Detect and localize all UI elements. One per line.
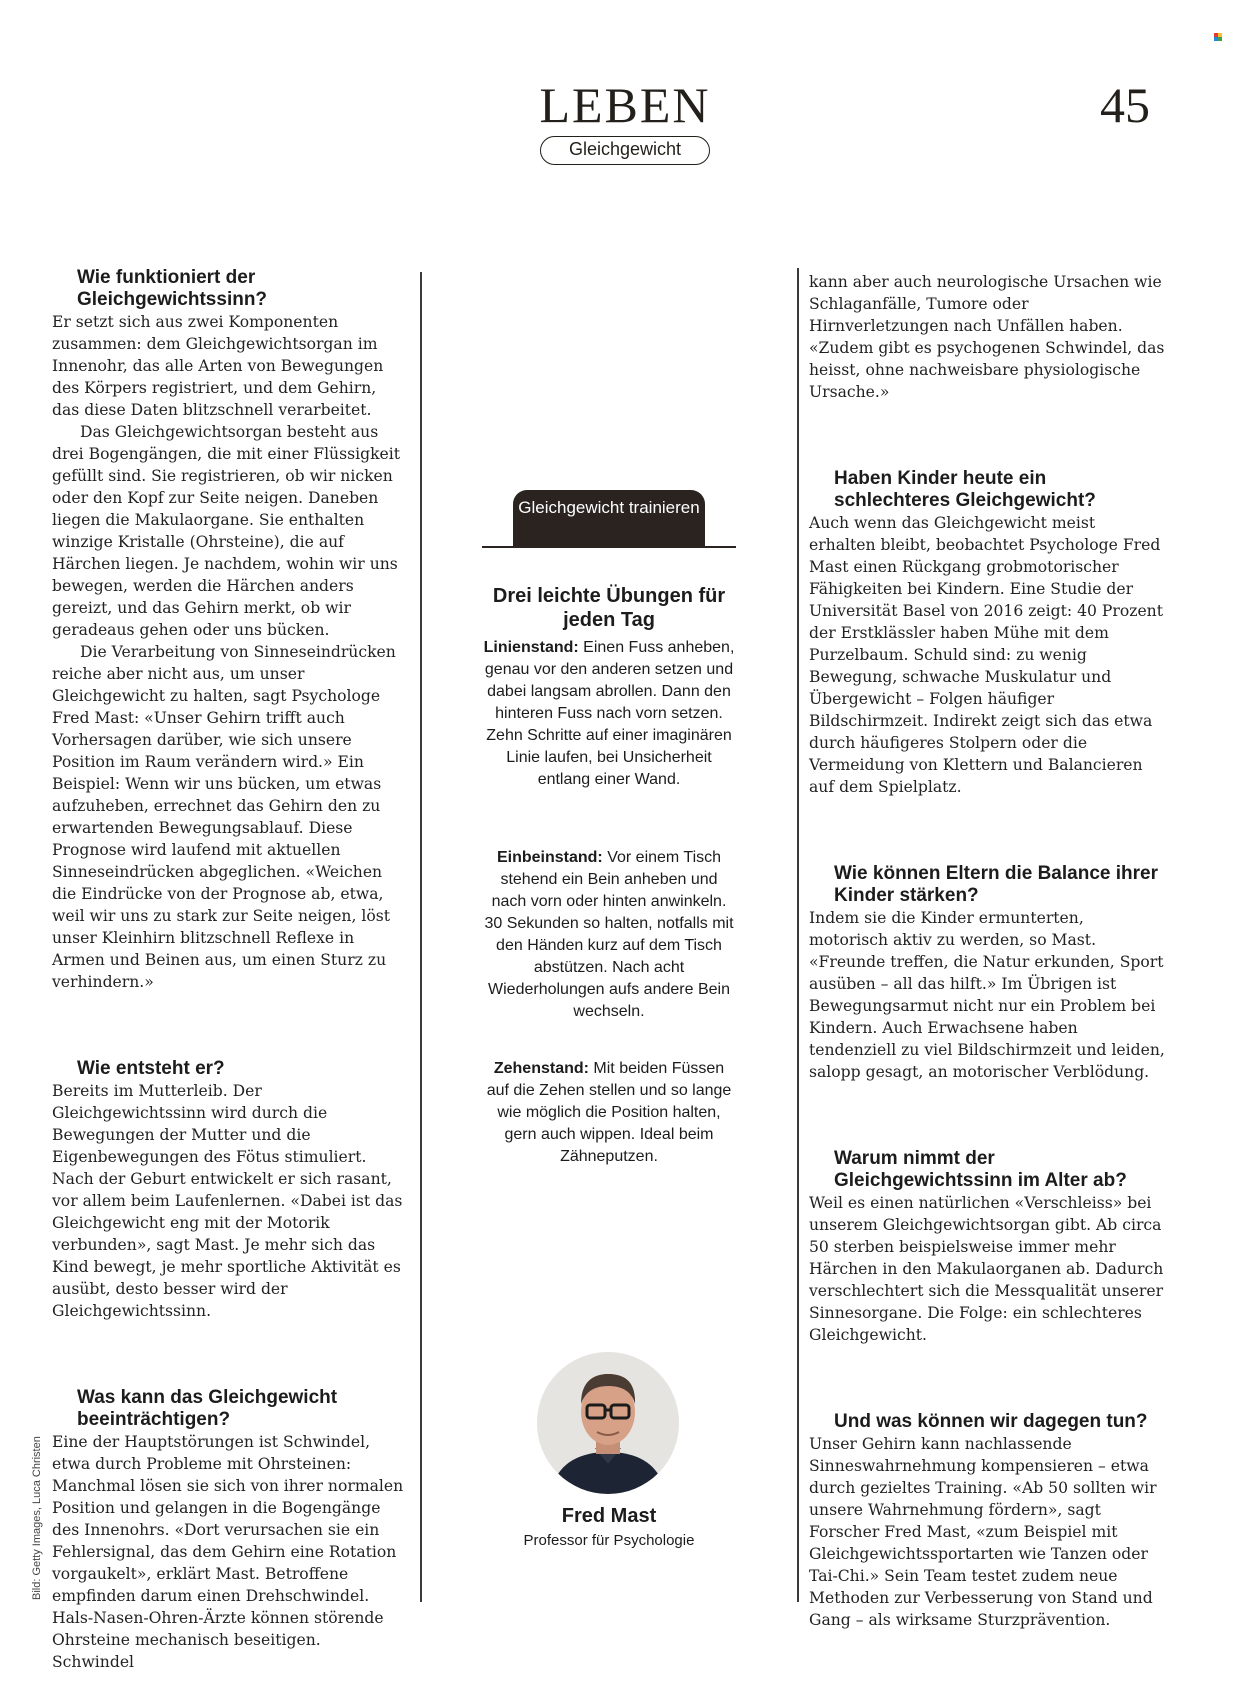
exercise-label: Zehenstand: [493, 1060, 589, 1077]
question-heading: Was kann das Gleichgewicht beeinträchtigen? [77, 1387, 338, 1430]
paragraph: Bereits im Mutterleib. Der Gleichgewichtssinn wird durch die Bewegungen der Mutter und die Eigenbewegungen des Fötus stimuliert. Nach der Geburt entwickelt er sich rasant, vor allem beim Laufenlernen. «Dabei ist das Gleichgewicht eng mit der Motorik verbunden», sagt Mast. Je mehr sich das Kind bewegt, je mehr sportliche Aktivität es ausübt, desto besser wird der Gleichgewichtssinn. [52, 1082, 403, 1320]
answer-text [809, 1192, 1165, 1346]
answer-text [52, 1080, 404, 1322]
answer-text [52, 311, 404, 993]
paragraph: Weil es einen natürlichen «Verschleiss» bei unserem Gleichgewichtsorgan gibt. Ab circa 50 sterben beispielsweise immer mehr Härchen in den Makulaorganen ab. Dadurch verschlechtert sich die Messqualität unserer Sinnesorgane. Die Folge: ein schlechteres Gleichgewicht. [809, 1194, 1164, 1344]
question-heading: Wie entsteht er? [77, 1058, 225, 1079]
topic-pill: Gleichgewicht [540, 136, 710, 165]
right-column [809, 271, 1165, 1631]
section-title: LEBEN [539, 77, 711, 133]
exercise-item [482, 1058, 736, 1168]
answer-text [809, 271, 1165, 403]
paragraph: Eine der Hauptstörungen ist Schwindel, etwa durch Probleme mit Ohrsteinen: Manchmal lösen sie sich von ihrer normalen Position und gelangen in die Bogengänge des Innenohrs. «Dort verursachen sie ein Fehlersignal, das dem Gehirn eine Rotation vorgaukelt», erklärt Mast. Betroffene empfinden darum einen Drehschwindel. Hals-Nasen-Ohren-Ärzte können störende Ohrsteine mechanisch beseitigen. Schwindel [52, 1433, 404, 1671]
exercise-text: Mit beiden Füssen auf die Zehen stellen und so lange wie möglich die Position halten, gern auch wippen. Ideal beim Zähneputzen. [486, 1060, 732, 1165]
answer-text [809, 512, 1165, 798]
question-heading: Wie können Eltern die Balance ihrer Kinder stärken? [834, 863, 1158, 906]
person-role: Professor für Psychologie [523, 1532, 695, 1549]
question-heading: Haben Kinder heute ein schlechteres Gleichgewicht? [834, 468, 1096, 511]
paragraph: Unser Gehirn kann nachlassende Sinneswahrnehmung kompensieren – etwa durch gezieltes Training. «Ab 50 sollten wir unsere Wahrnehmung fördern», sagt Forscher Fred Mast, «zum Beispiel mit Gleichgewichtssportarten wie Tanzen oder Tai-Chi.» Sein Team testet zudem neue Methoden zur Verbesserung von Stand und Gang – als wirksame Sturzprävention. [809, 1435, 1157, 1629]
paragraph: Auch wenn das Gleichgewicht meist erhalten bleibt, beobachtet Psychologe Fred Mast einen Rückgang grobmotorischer Fähigkeiten bei Kindern. Eine Studie der Universität Basel von 2016 zeigt: 40 Prozent der Erstklässler haben Mühe mit dem Purzelbaum. Schuld sind: zu wenig Bewegung, schwache Muskulatur und Übergewicht – Folgen häufiger Bildschirmzeit. Indirekt zeigt sich das etwa durch häufigeres Stolpern oder die Vermeidung von Klettern und Balancieren auf dem Spielplatz. [809, 514, 1163, 796]
answer-text [52, 1431, 404, 1673]
portrait-photo [537, 1352, 679, 1494]
paragraph: Das Gleichgewichtsorgan besteht aus drei Bogengängen, die mit einer Flüssigkeit gefüllt sind. Sie registrieren, ob wir nicken oder den Kopf zur Seite neigen. Daneben liegen die Makulaorgane. Sie enthalten winzige Kristalle (Ohrsteine), die auf Härchen liegen. Je nachdem, wohin wir uns bewegen, werden die Härchen anders gereizt, und das Gehirn merkt, ob wir geradeaus gehen oder uns bücken. [52, 423, 401, 639]
question-heading: Und was können wir dagegen tun? [834, 1411, 1148, 1432]
column-divider-left [420, 272, 422, 1602]
page-number: 45 [1100, 77, 1150, 133]
paragraph: Indem sie die Kinder ermunterten, motorisch aktiv zu werden, so Mast. «Freunde treffen, die Natur erkunden, Sport ausüben – all das hilft.» Im Übrigen ist Bewegungsarmut nicht nur ein Problem bei Kindern. Auch Erwachsene haben tendenziell zu viel Bildschirmzeit und leiden, salopp gesagt, an motorischer Verblödung. [809, 909, 1165, 1081]
person-name: Fred Mast [561, 1505, 657, 1527]
color-registration-mark [1214, 33, 1223, 42]
left-column [52, 267, 404, 1673]
paragraph: Die Verarbeitung von Sinneseindrücken reiche aber nicht aus, um unser Gleichgewicht zu halten, sagt Psychologe Fred Mast: «Unser Gehirn trifft auch Vorhersagen darüber, wie sich unsere Position im Raum verändern wird.» Ein Beispiel: Wenn wir uns bücken, um etwas aufzuheben, errechnet das Gehirn den zu erwartenden Bewegungsablauf. Diese Prognose wird laufend mit aktuellen Sinneseindrücken abgeglichen. «Weichen die Eindrücke von der Prognose ab, etwa, weil wir uns zu stark zur Seite neigen, löst unser Kleinhirn blitzschnell Reflexe in Armen und Beinen aus, um einen Sturz zu verhindern.» [52, 643, 396, 991]
column-divider-right [797, 268, 799, 1602]
exercise-label: Einbeinstand: [496, 849, 603, 866]
exercise-item [482, 847, 736, 1023]
exercise-label: Linienstand: [483, 639, 579, 656]
question-heading: Warum nimmt der Gleichgewichtssinn im Alter ab? [834, 1148, 1127, 1191]
masthead [0, 77, 1250, 165]
box-heading: Drei leichte Übungen für jeden Tag [492, 585, 726, 631]
exercise-text: Einen Fuss anheben, genau vor den anderen setzen und dabei langsam abrollen. Dann den hinteren Fuss nach vorn setzen. Zehn Schritte auf einer imaginären Linie laufen, bei Unsicherheit entlang einer Wand. [484, 639, 735, 788]
photo-credit: Bild: Getty Images, Luca Christen [31, 1436, 43, 1600]
exercise-item [482, 637, 736, 791]
exercise-text: Vor einem Tisch stehend ein Bein anheben und nach vorn oder hinten anwinkeln. 30 Sekunden so halten, notfalls mit den Händen kurz auf dem Tisch abstützen. Nach acht Wiederholungen aufs andere Bein wechseln. [484, 849, 734, 1020]
paragraph: kann aber auch neurologische Ursachen wie Schlaganfälle, Tumore oder Hirnverletzungen nach Unfällen haben. «Zudem gibt es psychogenen Schwindel, das heisst, ohne nachweisbare physiologische Ursache.» [809, 273, 1165, 401]
question-heading: Wie funktioniert der Gleichgewichtssinn? [77, 267, 268, 310]
box-tab: Gleichgewicht trainieren [513, 490, 705, 546]
answer-text [809, 907, 1165, 1083]
box-rule [482, 546, 736, 548]
paragraph: Er setzt sich aus zwei Komponenten zusammen: dem Gleichgewichtsorgan im Innenohr, das alle Arten von Bewegungen des Körpers registriert, und dem Gehirn, das diese Daten blitzschnell verarbeitet. [52, 313, 384, 419]
answer-text [809, 1433, 1165, 1631]
